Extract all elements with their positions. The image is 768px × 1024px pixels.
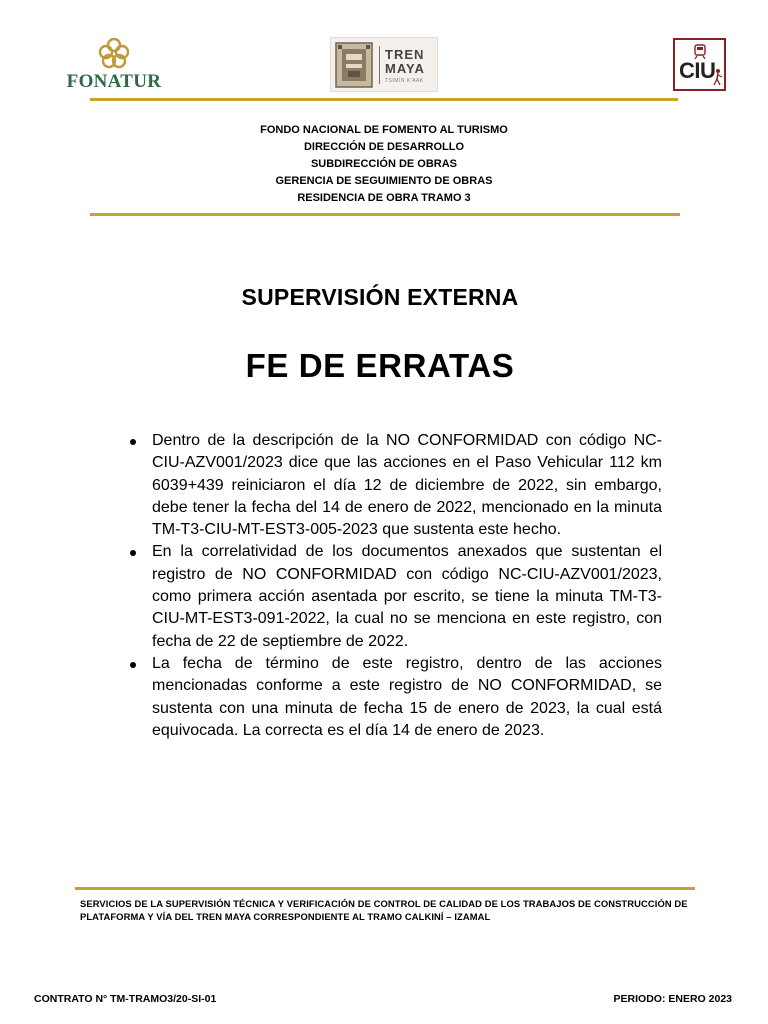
header-rule-bottom — [90, 213, 680, 216]
list-item — [120, 430, 662, 541]
org-line: FONDO NACIONAL DE FOMENTO AL TURISMO — [260, 124, 508, 136]
train-icon — [694, 44, 706, 59]
tren-maya-logo — [330, 37, 438, 92]
organization-block — [0, 122, 768, 207]
header-rule-top — [90, 98, 678, 101]
errata-list — [120, 430, 662, 742]
org-line: RESIDENCIA DE OBRA TRAMO 3 — [297, 192, 471, 204]
ciu-logo — [673, 38, 726, 91]
contract-number: CONTRATO N° TM-TRAMO3/20-SI-01 — [34, 993, 217, 1005]
org-line: SUBDIRECCIÓN DE OBRAS — [310, 158, 458, 170]
tren-maya-divider — [379, 46, 380, 84]
footer-rule — [75, 887, 695, 890]
ciu-wordmark: CIU — [679, 58, 716, 83]
tren-maya-seal-icon — [333, 40, 375, 90]
tren-maya-line3: TSIMIN K'AAK — [385, 78, 424, 84]
tren-maya-line1: TREN — [385, 47, 425, 62]
document-heading: SUPERVISIÓN EXTERNA — [241, 284, 519, 310]
tren-maya-line2: MAYA — [385, 61, 425, 76]
period-label: PERIODO: ENERO 2023 — [613, 993, 732, 1005]
bullet-icon — [130, 550, 136, 556]
list-item — [120, 653, 662, 742]
fonatur-wordmark: FONATUR — [66, 71, 162, 92]
list-item-text: La fecha de término de este registro, dentro de las acciones mencionadas conforme a este registro de NO CONFORMIDAD, se sustenta con una minuta de fecha 15 de enero de 2023, la cual está equivocada. La correcta es el día 14 de enero de 2023. — [152, 654, 662, 739]
list-item — [120, 541, 662, 652]
org-line: GERENCIA DE SEGUIMIENTO DE OBRAS — [275, 175, 493, 187]
list-item-text: Dentro de la descripción de la NO CONFORMIDAD con código NC-CIU-AZV001/2023 dice que las acciones en el Paso Vehicular 112 km 6039+439 reiniciaron el día 12 de diciembre de 2022, sin embargo, debe tener la fecha del 14 de enero de 2022, mencionado en la minuta TM-T3-CIU-MT-EST3-005-2023 que sustenta este hecho. — [152, 432, 662, 539]
bullet-icon — [130, 439, 136, 445]
document-title: FE DE ERRATAS — [245, 347, 515, 384]
list-item-text: En la correlatividad de los documentos anexados que sustentan el registro de NO CONFORMIDAD con código NC-CIU-AZV001/2023, como primera acción asentada por escrito, se tiene la minuta TM-T3-CIU-MT-EST3-091-2022, la cual no se menciona en este registro, con fecha de 22 de septiembre de 2022. — [152, 543, 662, 650]
fonatur-emblem-icon — [96, 36, 132, 70]
footer-description: SERVICIOS DE LA SUPERVISIÓN TÉCNICA Y VERIFICACIÓN DE CONTROL DE CALIDAD DE LOS TRABAJOS DE CONSTRUCCIÓN DE PLATAFORMA Y VÍA DEL TREN MAYA CORRESPONDIENTE AL TRAMO CALKINÍ – IZAMAL — [80, 898, 688, 922]
org-line: DIRECCIÓN DE DESARROLLO — [303, 141, 465, 153]
worker-figure-icon — [713, 68, 723, 86]
fonatur-logo — [58, 36, 170, 96]
bullet-icon — [130, 662, 136, 668]
